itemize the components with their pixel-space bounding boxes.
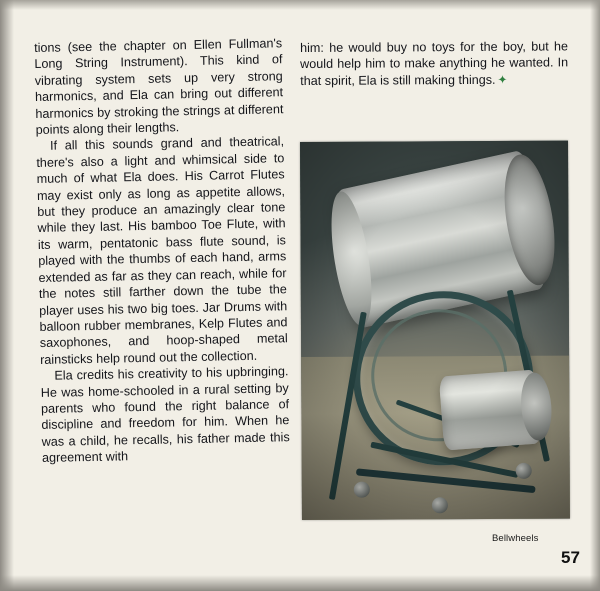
paragraph-text: him: he would buy no toys for the boy, but he would help him to make anything he wanted. In that spirit, Ela is still making things. bbox=[300, 39, 569, 88]
page-edge-shadow-bottom bbox=[0, 575, 600, 591]
end-of-article-mark: ✦ bbox=[497, 72, 508, 87]
paragraph bbox=[300, 38, 568, 89]
paragraph: tions (see the chapter on Ellen Fullman's Long String Instrument). This kind of vibrating system sets up very strong harmonics, and Ela can bring out different harmonics by stroking the strings at different points along their lengths. bbox=[34, 36, 284, 138]
page-edge-shadow-left bbox=[0, 0, 14, 591]
body-text-column-right bbox=[300, 38, 568, 89]
figure-photograph bbox=[300, 141, 570, 520]
photo-vignette bbox=[300, 141, 570, 520]
photo-background bbox=[300, 141, 570, 520]
paragraph: If all this sounds grand and theatrical, there's also a light and whimsical side to much of what Ela does. His Carrot Flutes may exist only as long as appetite allows, but they produce an amazingly clear tone while they last. His bamboo Toe Flute, with its warm, pentatonic bass flute sound, is played with the thumbs of each hand, arms extended as far as they can reach, while for the notes still farther down the tube the player uses his two big toes. Jar Drums with balloon rubber membranes, Kelp Flutes and saxophones, and hoop-shaped metal rainsticks help round out the collection. bbox=[36, 134, 288, 367]
page-number: 57 bbox=[561, 548, 580, 567]
paragraph: Ela credits his creativity to his upbringing. He was home-schooled in a rural setting by parents who found the right balance of discipline and freedom for him. When he was a child, he recalls, his father made this agreement with bbox=[40, 364, 290, 466]
page-edge-shadow-right bbox=[590, 0, 600, 591]
figure-caption: Bellwheels bbox=[492, 533, 539, 544]
page-edge-shadow-top bbox=[0, 0, 600, 10]
body-text-column-left bbox=[34, 35, 290, 466]
